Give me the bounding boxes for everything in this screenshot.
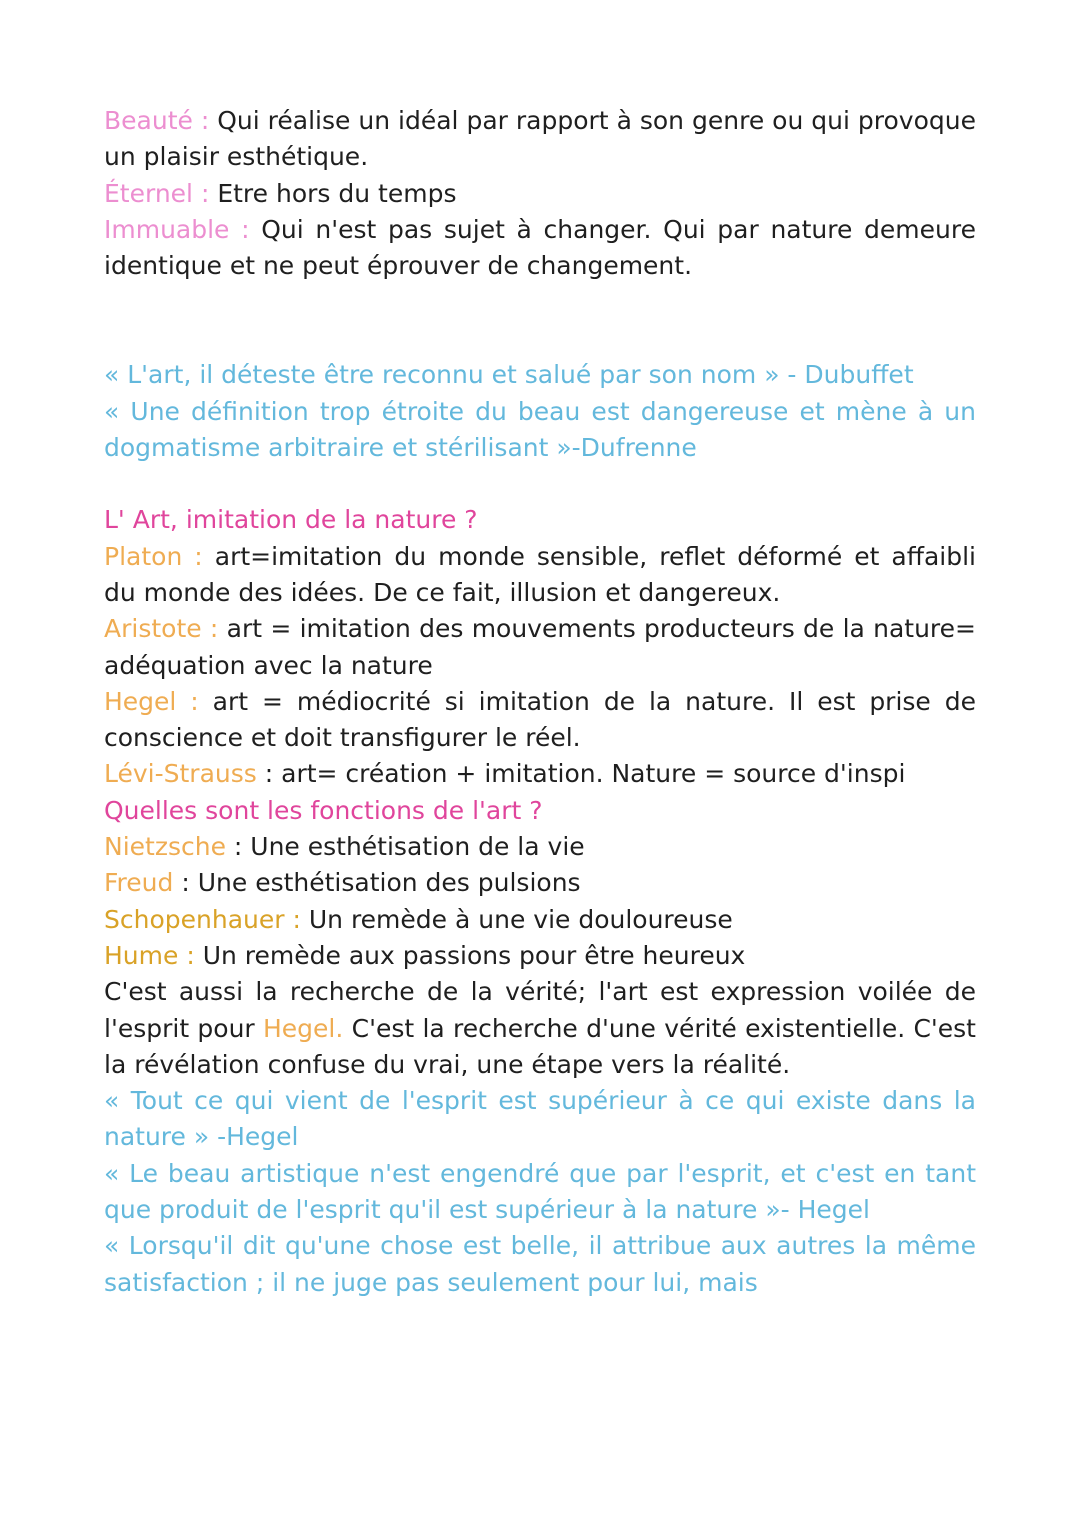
- entry-text: art = imitation des mouvements producteurs de la nature= adéquation avec la nature: [104, 614, 976, 680]
- entry-separator: :: [225, 832, 251, 862]
- paragraph-text: C'est la recherche d'une vérité existentielle. C'est la révélation confuse du vrai, une étape vers la réalité.: [104, 1013, 976, 1079]
- entry-text: Un remède aux passions pour être heureux: [202, 940, 746, 970]
- definition-text: Etre hors du temps: [217, 178, 457, 208]
- quote-hegel-esprit: « Tout ce qui vient de l'esprit est supérieur à ce qui existe dans la nature » -Hegel: [104, 1086, 976, 1152]
- spacer: [104, 284, 976, 357]
- entry-levi-strauss: [104, 756, 976, 792]
- entry-separator: :: [173, 868, 198, 898]
- philosopher-name: Platon: [104, 541, 183, 571]
- entry-schopenhauer: [104, 902, 976, 938]
- definition-beaute: [104, 103, 976, 176]
- entry-text: Une esthétisation des pulsions: [197, 868, 581, 898]
- philosopher-name: Hegel.: [263, 1013, 344, 1043]
- entry-freud: [104, 865, 976, 901]
- philosopher-name: Aristote: [104, 614, 202, 644]
- quote-dufrenne: « Une définition trop étroite du beau est dangereuse et mène à un dogmatisme arbitraire et stérilisant »-Dufrenne: [104, 396, 976, 463]
- quote-satisfaction: « Lorsqu'il dit qu'une chose est belle, il attribue aux autres la même satisfaction ; il ne juge pas seulement pour lui, mais: [104, 1231, 976, 1297]
- entry-separator: :: [182, 541, 215, 571]
- paragraph-text: C'est aussi la recherche de la vérité; l'art est expression voilée de l'esprit pour: [104, 977, 976, 1043]
- entry-separator: :: [284, 904, 309, 934]
- entry-aristote: [104, 611, 976, 684]
- philosopher-name: Hegel: [104, 686, 177, 716]
- section-heading-imitation: L' Art, imitation de la nature ?: [104, 505, 478, 535]
- entry-separator: :: [176, 686, 213, 716]
- definition-text: Qui réalise un idéal par rapport à son genre ou qui provoque un plaisir esthétique.: [104, 106, 976, 172]
- definition-term: Éternel: [104, 178, 193, 208]
- definition-separator: :: [229, 214, 262, 244]
- philosopher-name: Hume: [104, 940, 179, 970]
- paragraph-verite: [104, 974, 976, 1083]
- quote-hegel-beau: « Le beau artistique n'est engendré que par l'esprit, et c'est en tant que produit de l'esprit qu'il est supérieur à la nature »- Hegel: [104, 1158, 976, 1225]
- entry-nietzsche: [104, 829, 976, 865]
- section-heading-fonctions: Quelles sont les fonctions de l'art ?: [104, 795, 543, 825]
- entry-text: Une esthétisation de la vie: [250, 832, 585, 862]
- definition-term: Immuable: [104, 214, 230, 244]
- entry-platon: [104, 539, 976, 612]
- philosopher-name: Freud: [104, 868, 174, 898]
- spacer: [104, 466, 976, 502]
- definition-separator: :: [192, 106, 218, 135]
- philosopher-name: Schopenhauer: [104, 904, 285, 934]
- definition-term: Beauté: [104, 106, 193, 135]
- philosopher-name: Lévi-Strauss: [104, 759, 257, 789]
- definition-separator: :: [193, 178, 218, 208]
- entry-hume: [104, 938, 976, 974]
- entry-separator: :: [256, 759, 282, 789]
- entry-text: art= création + imitation. Nature = source d'inspi: [281, 759, 906, 789]
- entry-separator: :: [178, 940, 203, 970]
- philosopher-name: Nietzsche: [104, 832, 226, 862]
- entry-text: art = médiocrité si imitation de la nature. Il est prise de conscience et doit transfigurer le réel.: [104, 686, 976, 753]
- definition-eternel: [104, 176, 976, 212]
- definition-immuable: [104, 212, 976, 285]
- entry-hegel: [104, 684, 976, 757]
- entry-text: Un remède à une vie douloureuse: [308, 904, 733, 934]
- quote-dubuffet: « L'art, il déteste être reconnu et salué par son nom » - Dubuffet: [104, 360, 914, 390]
- definition-text: Qui n'est pas sujet à changer. Qui par nature demeure identique et ne peut éprouver de changement.: [104, 214, 976, 281]
- entry-text: art=imitation du monde sensible, reflet déformé et affaibli du monde des idées. De ce fait, illusion et dangereux.: [104, 541, 976, 607]
- entry-separator: :: [201, 614, 227, 644]
